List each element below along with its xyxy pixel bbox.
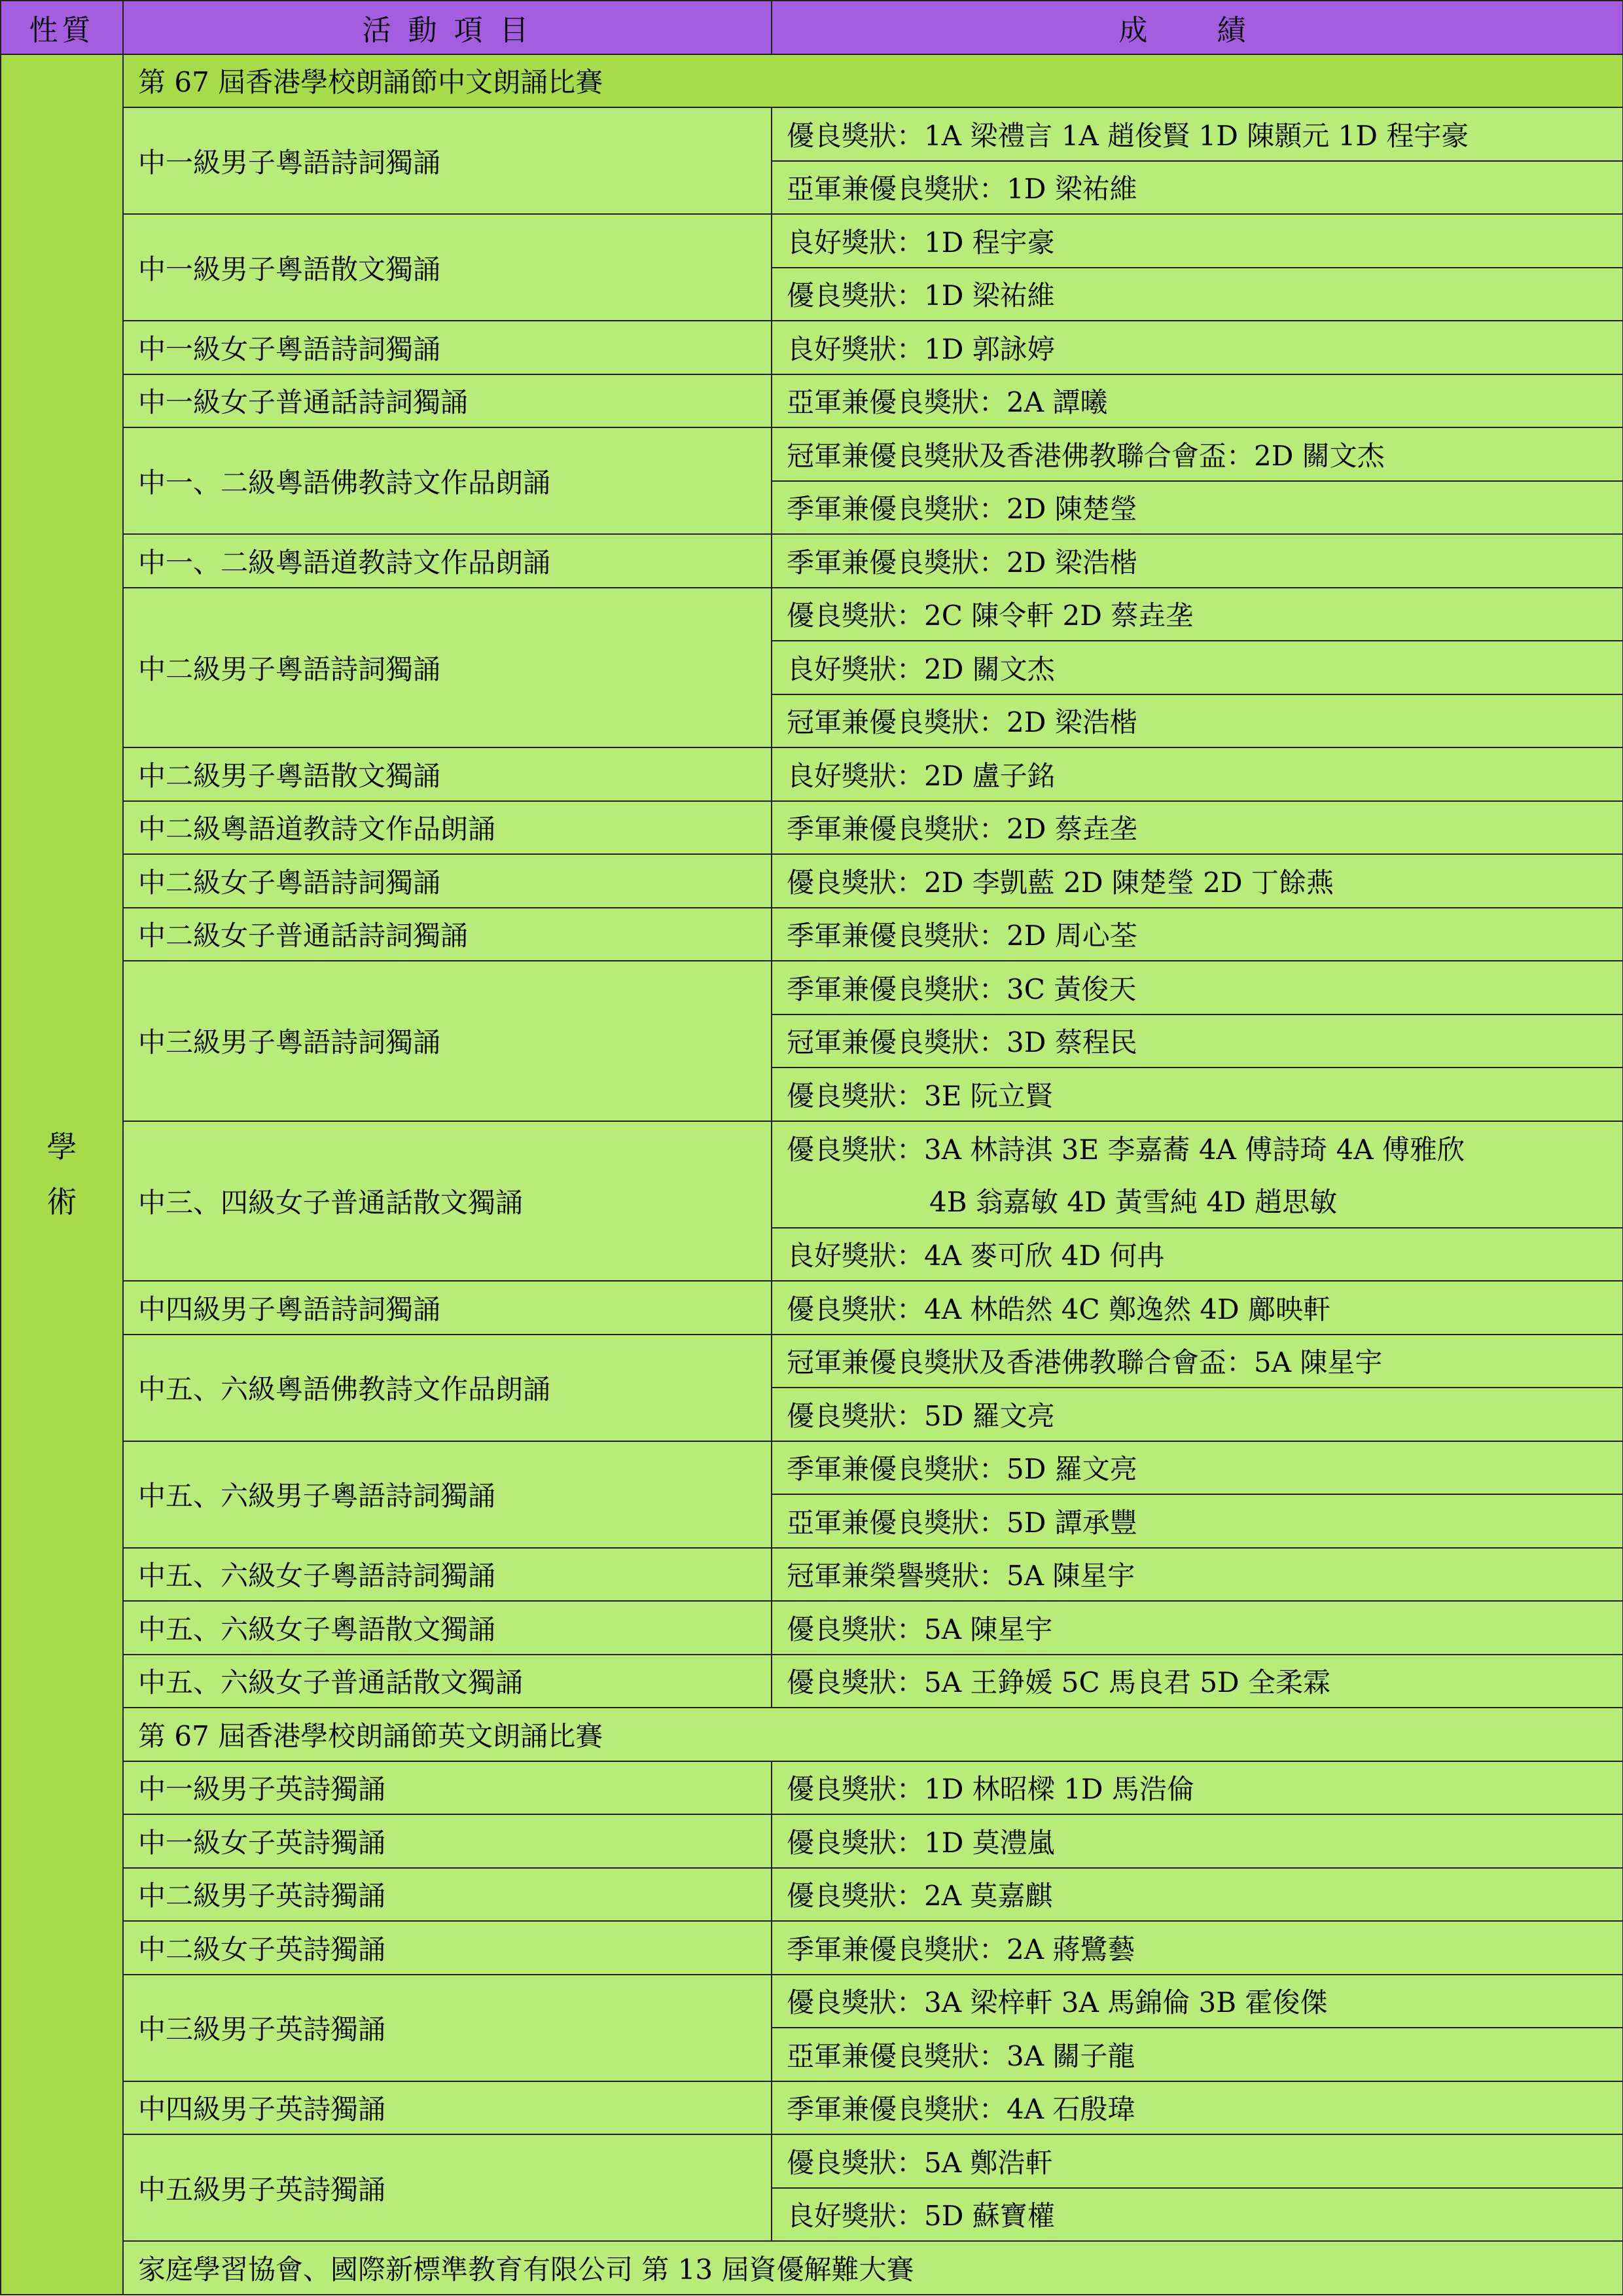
result-cell: 季軍兼優良獎狀：2D 陳楚瑩: [772, 481, 1623, 535]
result-cell: 良好獎狀：2D 盧子銘: [772, 747, 1623, 801]
table-row: [1, 374, 1623, 428]
activity-cell: 中四級男子英詩獨誦: [123, 2081, 772, 2135]
activity-cell: 中一級男子粵語詩詞獨誦: [123, 107, 772, 214]
table-row: [1, 321, 1623, 374]
result-cell: 季軍兼優良獎狀：4A 石殷瑋: [772, 2081, 1623, 2135]
activity-cell: 中二級女子普通話詩詞獨誦: [123, 908, 772, 961]
result-cell: 優良獎狀：4A 林皓然 4C 鄭逸然 4D 鄺映軒: [772, 1281, 1623, 1335]
result-cell: 冠軍兼優良獎狀：2D 梁浩楷: [772, 694, 1623, 748]
table-row: [1, 961, 1623, 1014]
activity-cell: 中一、二級粵語道教詩文作品朗誦: [123, 534, 772, 588]
result-cell: 優良獎狀：1D 林昭樑 1D 馬浩倫: [772, 1761, 1623, 1815]
table-row: [1, 2134, 1623, 2188]
activity-cell: 中一級男子英詩獨誦: [123, 1761, 772, 1815]
result-cell-continued: 4B 翁嘉敏 4D 黃雪純 4D 趙思敏: [772, 1174, 1623, 1228]
activity-cell: 中一級女子英詩獨誦: [123, 1814, 772, 1868]
section-title: 第 67 屆香港學校朗誦節中文朗誦比賽: [123, 54, 1623, 108]
activity-cell: 中五、六級女子普通話散文獨誦: [123, 1655, 772, 1708]
table-row: [1, 854, 1623, 908]
table-row: [1, 1921, 1623, 1975]
result-cell: 良好獎狀：4A 麥可欣 4D 何冉: [772, 1228, 1623, 1282]
result-cell: 優良獎狀：2C 陳令軒 2D 蔡垚垄: [772, 588, 1623, 641]
result-cell: 冠軍兼榮譽獎狀：5A 陳星宇: [772, 1548, 1623, 1602]
activity-cell: 中二級粵語道教詩文作品朗誦: [123, 801, 772, 855]
result-cell: 亞軍兼優良獎狀：2A 譚曦: [772, 374, 1623, 428]
table-row: [1, 1601, 1623, 1655]
result-cell: 優良獎狀：1A 梁禮言 1A 趙俊賢 1D 陳顥元 1D 程宇豪: [772, 107, 1623, 161]
activity-cell: 中一級男子粵語散文獨誦: [123, 214, 772, 321]
result-cell: 冠軍兼優良獎狀及香港佛教聯合會盃：5A 陳星宇: [772, 1335, 1623, 1388]
table-row: [1, 1335, 1623, 1388]
result-cell: 季軍兼優良獎狀：2D 周心荃: [772, 908, 1623, 961]
table-row: [1, 908, 1623, 961]
activity-cell: 中二級女子英詩獨誦: [123, 1921, 772, 1975]
table-row: [1, 747, 1623, 801]
activity-cell: 中一級女子普通話詩詞獨誦: [123, 374, 772, 428]
section-row: [1, 54, 1623, 108]
table-row: [1, 1121, 1623, 1175]
activity-cell: 中五、六級女子粵語散文獨誦: [123, 1601, 772, 1655]
activity-cell: 中二級男子粵語散文獨誦: [123, 747, 772, 801]
table-row: [1, 2081, 1623, 2135]
activity-cell: 中三、四級女子普通話散文獨誦: [123, 1121, 772, 1282]
result-cell: 季軍兼優良獎狀：2A 蔣鷺藝: [772, 1921, 1623, 1975]
result-cell: 優良獎狀：1D 莫澧嵐: [772, 1814, 1623, 1868]
result-cell: 良好獎狀：2D 關文杰: [772, 641, 1623, 694]
activity-cell: 中三級男子英詩獨誦: [123, 1975, 772, 2081]
activity-cell: 中五、六級男子粵語詩詞獨誦: [123, 1441, 772, 1548]
result-cell: 優良獎狀：3A 林詩淇 3E 李嘉蕎 4A 傅詩琦 4A 傅雅欣: [772, 1121, 1623, 1175]
result-cell: 優良獎狀：2D 李凱藍 2D 陳楚瑩 2D 丁餘燕: [772, 854, 1623, 908]
header-activity: 活 動 項 目: [123, 1, 772, 54]
section-row: [1, 1708, 1623, 1761]
activity-cell: 中五級男子英詩獨誦: [123, 2134, 772, 2241]
table-row: [1, 534, 1623, 588]
result-cell: 季軍兼優良獎狀：2D 梁浩楷: [772, 534, 1623, 588]
header-result: 成 績: [772, 1, 1623, 54]
header-category: 性質: [1, 1, 123, 54]
result-cell: 季軍兼優良獎狀：5D 羅文亮: [772, 1441, 1623, 1495]
result-cell: 季軍兼優良獎狀：3C 黃俊天: [772, 961, 1623, 1014]
activity-cell: 中二級女子粵語詩詞獨誦: [123, 854, 772, 908]
result-cell: 優良獎狀：5A 陳星宇: [772, 1601, 1623, 1655]
activity-cell: 中五、六級女子粵語詩詞獨誦: [123, 1548, 772, 1602]
table-row: [1, 1281, 1623, 1335]
activity-cell: 中一級女子粵語詩詞獨誦: [123, 321, 772, 374]
header-row: [1, 1, 1623, 54]
section-row: [1, 2241, 1623, 2295]
table-row: [1, 1548, 1623, 1602]
result-cell: 亞軍兼優良獎狀：1D 梁祐維: [772, 161, 1623, 215]
category-cell: [1, 54, 123, 2295]
activity-cell: 中五、六級粵語佛教詩文作品朗誦: [123, 1335, 772, 1441]
activity-cell: 中四級男子粵語詩詞獨誦: [123, 1281, 772, 1335]
table-row: [1, 107, 1623, 161]
result-cell: 亞軍兼優良獎狀：5D 譚承豐: [772, 1494, 1623, 1548]
activity-cell: 中三級男子粵語詩詞獨誦: [123, 961, 772, 1121]
result-cell: 良好獎狀：1D 郭詠婷: [772, 321, 1623, 374]
table-row: [1, 427, 1623, 481]
table-row: [1, 1975, 1623, 2028]
table-row: [1, 1655, 1623, 1708]
result-cell: 冠軍兼優良獎狀：3D 蔡程民: [772, 1014, 1623, 1068]
table-row: [1, 801, 1623, 855]
result-cell: 優良獎狀：3E 阮立賢: [772, 1067, 1623, 1121]
activity-cell: 中二級男子英詩獨誦: [123, 1868, 772, 1922]
result-cell: 良好獎狀：1D 程宇豪: [772, 214, 1623, 268]
result-cell: 良好獎狀：5D 蘇寶權: [772, 2188, 1623, 2242]
result-cell: 冠軍兼優良獎狀及香港佛教聯合會盃：2D 關文杰: [772, 427, 1623, 481]
activity-cell: 中二級男子粵語詩詞獨誦: [123, 588, 772, 748]
result-cell: 優良獎狀：5A 王錚媛 5C 馬良君 5D 全柔霖: [772, 1655, 1623, 1708]
activity-cell: 中一、二級粵語佛教詩文作品朗誦: [123, 427, 772, 534]
result-cell: 優良獎狀：3A 梁梓軒 3A 馬錦倫 3B 霍俊傑: [772, 1975, 1623, 2028]
category-label: 學術: [46, 1129, 77, 1219]
result-cell: 季軍兼優良獎狀：2D 蔡垚垄: [772, 801, 1623, 855]
result-cell: 優良獎狀：1D 梁祐維: [772, 268, 1623, 321]
result-cell: 優良獎狀：2A 莫嘉麒: [772, 1868, 1623, 1922]
table-row: [1, 1814, 1623, 1868]
result-cell: 亞軍兼優良獎狀：3A 關子龍: [772, 2028, 1623, 2081]
table-row: [1, 1441, 1623, 1495]
table-row: [1, 588, 1623, 641]
table-row: [1, 1761, 1623, 1815]
section-title: 家庭學習協會、國際新標準教育有限公司 第 13 屆資優解難大賽: [123, 2241, 1623, 2295]
table-row: [1, 214, 1623, 268]
section-title: 第 67 屆香港學校朗誦節英文朗誦比賽: [123, 1708, 1623, 1761]
result-cell: 優良獎狀：5A 鄭浩軒: [772, 2134, 1623, 2188]
table-row: [1, 1868, 1623, 1922]
result-cell: 優良獎狀：5D 羅文亮: [772, 1388, 1623, 1441]
